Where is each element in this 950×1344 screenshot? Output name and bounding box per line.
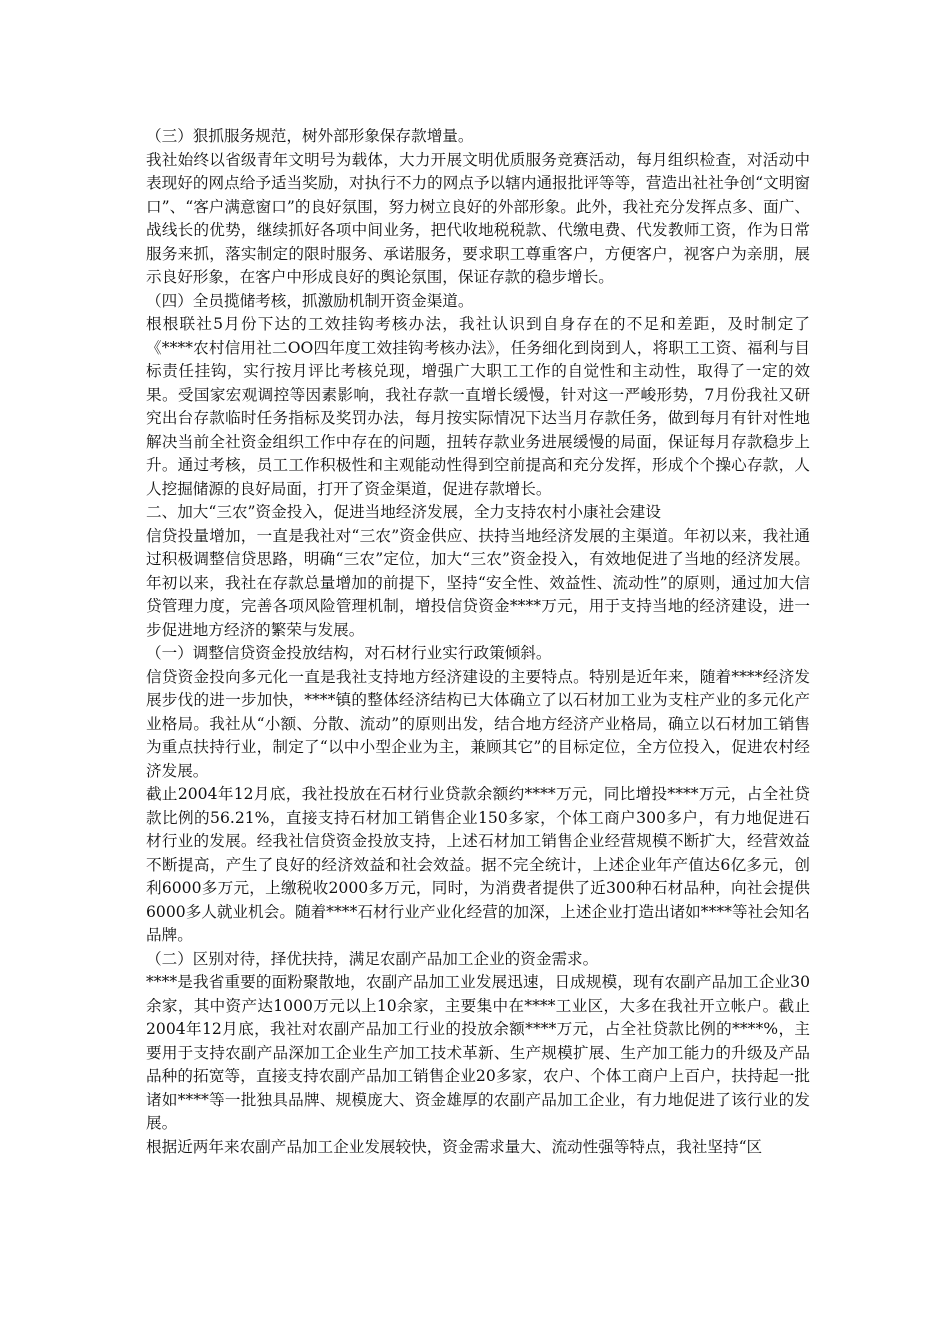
paragraph-credit-diversification: 信贷资金投向多元化一直是我社支持地方经济建设的主要特点。特别是近年来，随着****经济发展步伐的进一步加快，****镇的整体经济结构已大体确立了以石材加工业为支柱产业的多元化产业格局。我社从“小额、分散、流动”的原则出发，结合地方经济产业格局，确立以石材加工销售为重点扶持行业，制定了“以中小型企业为主，兼顾其它”的目标定位，全方位投入，促进农村经济发展。 <box>146 667 810 780</box>
paragraph-civilized-service: 我社始终以省级青年文明号为载体，大力开展文明优质服务竞赛活动，每月组织检查，对活动中表现好的网点给予适当奖励，对执行不力的网点予以辖内通报批评等等，营造出社社争创“文明窗口”、“客户满意窗口”的良好氛围，努力树立良好的外部形象。此外，我社充分发挥点多、面广、战线长的优势，继续抓好各项中间业务，把代收地税税款、代缴电费、代发教师工资，作为日常服务来抓，落实制定的限时服务、承诺服务，要求职工尊重客户，方便客户，视客户为亲朋，展示良好形象，在客户中形成良好的舆论氛围，保证存款的稳步增长。 <box>146 150 810 286</box>
paragraph-processing-trends: 根据近两年来农副产品加工企业发展较快，资金需求量大、流动性强等特点，我社坚持“区 <box>146 1137 763 1156</box>
section-heading-deposit-assessment: （四）全员揽储考核，抓激励机制开资金渠道。 <box>146 291 474 310</box>
section-heading-service-standards: （三）狠抓服务规范，树外部形象保存款增量。 <box>146 127 474 145</box>
paragraph-flour-processing: ****是我省重要的面粉聚散地，农副产品加工业发展迅速，日成规模，现有农副产品加工企业30余家，其中资产达1000万元以上10余家，主要集中在****工业区，大多在我社开立帐户。截止2004年12月底，我社对农副产品加工行业的投放余额****万元，占全社贷款比例的****%，主要用于支持农副产品深加工企业生产加工技术革新、生产规模扩展、生产加工能力的升级及产品品种的拓宽等，直接支持农副产品加工销售企业20多家，农户、个体工商户上百户，扶持起一批诸如****等一批独具品牌、规模庞大、资金雄厚的农副产品加工企业，有力地促进了该行业的发展。 <box>146 973 810 1132</box>
paragraph-stone-loan-statistics: 截止2004年12月底，我社投放在石材行业贷款余额约****万元，同比增投****万元，占全社贷款比例的56.21%，直接支持石材加工销售企业150多家，个体工商户300多户，有力地促进石材行业的发展。经我社信贷资金投放支持，上述石材加工销售企业经营规模不断扩大，经营效益不断提高，产生了良好的经济效益和社会效益。据不完全统计，上述企业年产值达6亿多元，创利6000多万元，上缴税收2000多万元，同时，为消费者提供了近300种石材品种，向社会提供6000多人就业机会。随着****石材行业产业化经营的加深，上述企业打造出诸如****等社会知名品牌。 <box>146 785 810 944</box>
section-heading-agricultural-processing: （二）区别对待，择优扶持，满足农副产品加工企业的资金需求。 <box>146 949 599 968</box>
section-heading-sannong-investment: 二、加大“三农”资金投入，促进当地经济发展，全力支持农村小康社会建设 <box>146 503 661 521</box>
paragraph-credit-investment: 信贷投量增加，一直是我社对“三农”资金供应、扶持当地经济发展的主渠道。年初以来，我社通过积极调整信贷思路，明确“三农”定位，加大“三农”资金投入，有效地促进了当地的经济发展。年初以来，我社在存款总量增加的前提下，坚持“安全性、效益性、流动性”的原则，通过加大信贷管理力度，完善各项风险管理机制，增投信贷资金****万元，用于支持当地的经济建设，进一步促进地方经济的繁荣与发展。 <box>146 526 810 639</box>
paragraph-incentive-mechanism: 根根联社5月份下达的工效挂钩考核办法，我社认识到自身存在的不足和差距，及时制定了《****农村信用社二OO四年度工效挂钩考核办法》，任务细化到岗到人，将职工工资、福利与目标责任挂钩，实行按月评比考核兑现，增强广大职工工作的自觉性和主动性，取得了一定的效果。受国家宏观调控等因素影响，我社存款一直增长缓慢，针对这一严峻形势，7月份我社又研究出台存款临时任务指标及奖罚办法，每月按实际情况下达当月存款任务，做到每月有针对性地解决当前全社资金组织工作中存在的问题，扭转存款业务进展缓慢的局面，保证每月存款稳步上升。通过考核，员工工作积极性和主观能动性得到空前提高和充分发挥，形成个个操心存款，人人挖掘储源的良好局面，打开了资金渠道，促进存款增长。 <box>146 315 810 498</box>
section-heading-stone-industry: （一）调整信贷资金投放结构，对石材行业实行政策倾斜。 <box>146 644 552 662</box>
document-body <box>146 125 810 1159</box>
